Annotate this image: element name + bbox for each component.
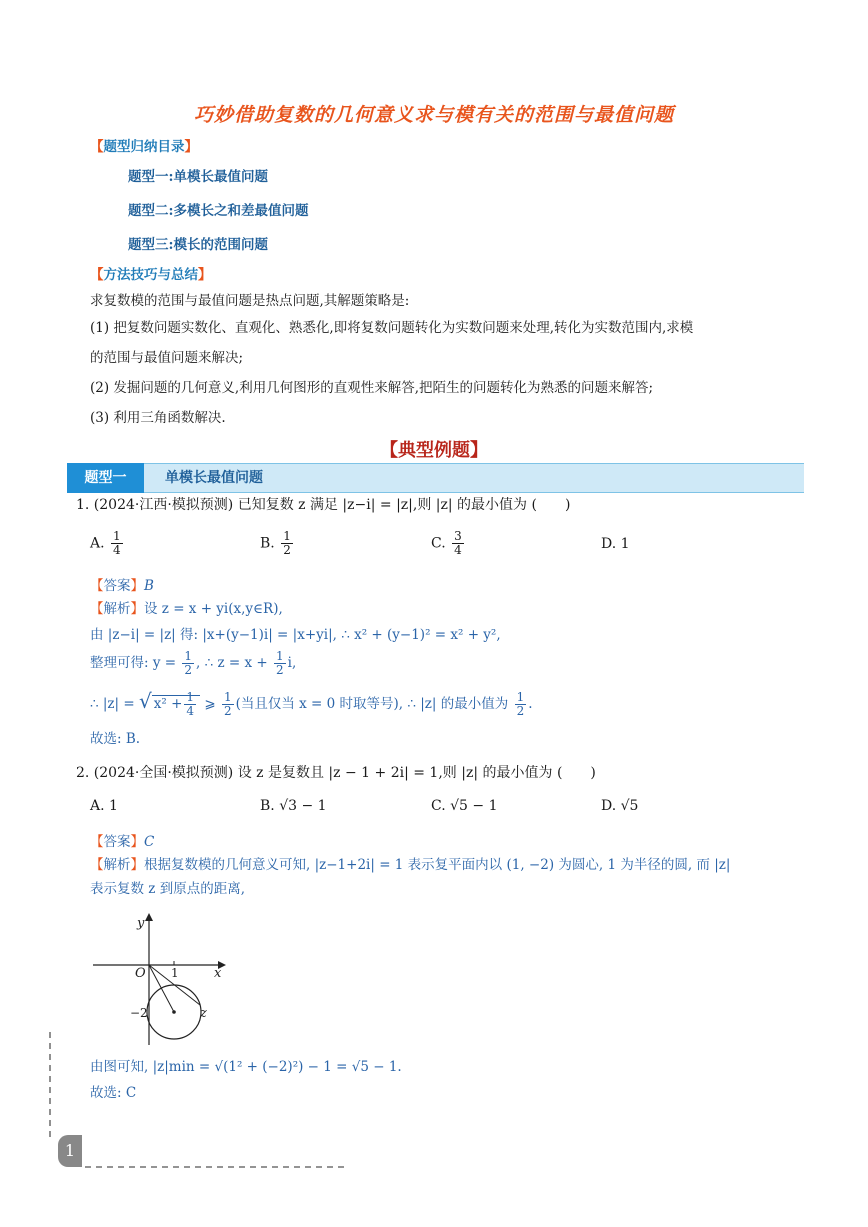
page-title: 巧妙借助复数的几何意义求与模有关的范围与最值问题 <box>193 104 674 126</box>
numerator: 1 <box>113 529 121 543</box>
option-letter: D. <box>601 536 617 552</box>
bracket-close: 】 <box>184 139 198 155</box>
numerator: 1 <box>223 690 232 704</box>
denominator: 2 <box>516 704 525 718</box>
option-letter: A. <box>90 535 105 552</box>
fraction <box>182 650 194 677</box>
analysis-label: 解析 <box>103 857 131 873</box>
analysis-1-line: 【解析】设 z = x + yi(x,y∈R), <box>90 601 283 617</box>
option-b[interactable] <box>260 530 295 557</box>
option-text: √5 − 1 <box>450 798 498 814</box>
fraction <box>515 691 527 718</box>
option-letter: A. <box>90 798 105 814</box>
question-2-stem: 2. (2024·全国·模拟预测) 设 z 是复数且 |z − 1 + 2i| = 1,则 |z| 的最小值为 ( ) <box>76 765 596 781</box>
option-letter: B. <box>260 535 275 552</box>
analysis-1-line <box>90 650 296 677</box>
toc-item[interactable]: 题型二:多模长之和差最值问题 <box>128 203 309 219</box>
analysis-2-line: 由图可知, |z|min = √(1² + (−2)²) − 1 = √5 − 1. <box>90 1059 402 1075</box>
question-1-stem: 1. (2024·江西·模拟预测) 已知复数 z 满足 |z−i| = |z|,则 |z| 的最小值为 ( ) <box>76 497 571 513</box>
option-a[interactable] <box>90 530 125 557</box>
type-bar-tab[interactable]: 题型一 <box>67 463 144 493</box>
bracket-close: 】 <box>198 267 212 283</box>
fraction <box>184 691 196 718</box>
answer-label: 答案 <box>103 834 131 850</box>
option-text: 1 <box>620 536 630 552</box>
numerator: 1 <box>283 529 291 543</box>
option-text: 1 <box>109 798 118 814</box>
option-a[interactable] <box>90 798 118 814</box>
label-x: x <box>214 966 222 981</box>
toc-heading <box>90 135 198 155</box>
page-corner-decoration <box>40 1030 360 1175</box>
method-line: (3) 利用三角函数解决. <box>90 410 226 426</box>
sqrt-sign: √ <box>139 689 152 713</box>
answer-value: C <box>144 834 155 850</box>
fraction <box>222 691 234 718</box>
solution-text: 根据复数模的几何意义可知, |z−1+2i| = 1 表示复平面内以 (1, −2) 为圆心, 1 为半径的圆, 而 |z| <box>144 857 731 873</box>
page-number: 1 <box>58 1135 82 1167</box>
y-axis-arrow-icon <box>145 913 153 921</box>
method-line: (2) 发掘问题的几何意义,利用几何图形的直观性来解答,把陌生的问题转化为熟悉的问题来解答; <box>90 380 654 396</box>
fraction <box>281 530 293 557</box>
type-bar-text: 单模长最值问题 <box>165 470 263 486</box>
solution-text: , ∴ z = x + <box>196 655 268 671</box>
analysis-2-line: 表示复数 z 到原点的距离, <box>90 881 245 897</box>
answer-label: 答案 <box>103 578 131 594</box>
label-origin: O <box>135 966 146 981</box>
solution-text: 整理可得: y = <box>90 655 177 671</box>
option-b[interactable] <box>260 798 327 814</box>
answer-2: 【答案】C <box>90 834 155 850</box>
option-d[interactable] <box>601 798 638 814</box>
answer-1: 【答案】B <box>90 578 154 594</box>
fraction <box>111 530 123 557</box>
option-c[interactable] <box>431 798 498 814</box>
toc-item[interactable]: 题型三:模长的范围问题 <box>128 237 268 253</box>
numerator: 3 <box>454 529 462 543</box>
numerator: 1 <box>516 690 525 704</box>
solution-text: ∴ |z| = <box>90 696 135 712</box>
fraction <box>274 650 286 677</box>
option-letter: C. <box>431 798 446 814</box>
option-letter: D. <box>601 798 617 814</box>
numerator: 1 <box>276 649 284 663</box>
solution-text: i, <box>287 655 297 671</box>
denominator: 2 <box>276 663 284 677</box>
label-one: 1 <box>171 966 179 980</box>
analysis-1-line: 由 |z−i| = |z| 得: |x+(y−1)i| = |x+yi|, ∴ x² + (y−1)² = x² + y², <box>90 627 501 643</box>
label-y: y <box>137 916 145 931</box>
denominator: 4 <box>186 704 195 718</box>
denominator: 2 <box>184 663 193 677</box>
fraction <box>452 530 464 557</box>
option-text: √3 − 1 <box>279 798 327 814</box>
denominator: 4 <box>113 543 121 557</box>
bracket-open: 【 <box>90 267 104 283</box>
method-line: 的范围与最值问题来解决; <box>90 350 244 366</box>
analysis-label: 解析 <box>103 601 131 617</box>
option-letter: B. <box>260 798 275 814</box>
analysis-1-line: 故选: B. <box>90 731 141 747</box>
toc-item[interactable]: 题型一:单模长最值问题 <box>128 169 268 185</box>
bracket-open: 【 <box>90 139 104 155</box>
method-heading <box>90 263 212 283</box>
option-text: √5 <box>620 798 639 814</box>
analysis-2-line: 【解析】根据复数模的几何意义可知, |z−1+2i| = 1 表示复平面内以 (1, −2) 为圆心, 1 为半径的圆, 而 |z| <box>90 857 731 873</box>
method-label: 方法技巧与总结 <box>103 267 198 283</box>
solution-text: (当且仅当 x = 0 时取等号), ∴ |z| 的最小值为 <box>235 696 509 712</box>
option-letter: C. <box>431 535 446 552</box>
solution-text: 设 z = x + yi(x,y∈R), <box>144 601 283 617</box>
solution-text: . <box>528 696 533 712</box>
method-line: 求复数模的范围与最值问题是热点问题,其解题策略是: <box>90 293 410 309</box>
solution-text: x² + <box>153 696 183 712</box>
denominator: 2 <box>283 543 291 557</box>
method-line: (1) 把复数问题实数化、直观化、熟悉化,即将复数问题转化为实数问题来处理,转化为实数范围内,求模 <box>90 320 694 336</box>
label-z: z <box>200 1006 207 1021</box>
toc-label: 题型归纳目录 <box>103 139 185 155</box>
numerator: 1 <box>186 690 195 704</box>
option-c[interactable] <box>431 530 466 557</box>
denominator: 4 <box>454 543 462 557</box>
answer-value: B <box>144 578 154 594</box>
section-title: 【典型例题】 <box>380 440 488 461</box>
sqrt-content <box>152 690 200 718</box>
numerator: 1 <box>184 649 193 663</box>
label-neg2: −2 <box>130 1006 148 1020</box>
denominator: 2 <box>223 704 232 718</box>
analysis-1-line <box>90 690 533 718</box>
option-d[interactable] <box>601 536 630 552</box>
analysis-2-line: 故选: C <box>90 1085 137 1101</box>
solution-text: ⩾ <box>204 696 216 712</box>
